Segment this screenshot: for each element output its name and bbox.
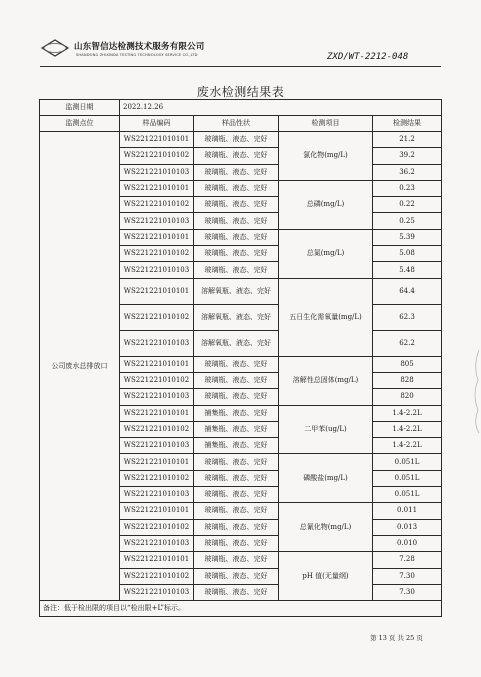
test-item: pH 值(无量纲) — [279, 552, 373, 601]
sample-state: 捕集瓶、液态、完好 — [194, 438, 279, 454]
test-result: 0.010 — [373, 535, 442, 551]
sample-state: 玻璃瓶、液态、完好 — [194, 262, 279, 278]
test-result: 36.2 — [373, 164, 442, 180]
page-title: 废水检测结果表 — [196, 85, 285, 99]
note-text: 备注：低于检出限的项目以“检出限+L”标示。 — [40, 601, 442, 617]
sample-code: WS221221010101 — [120, 229, 194, 245]
sample-code: WS221221010103 — [120, 584, 194, 600]
sample-code: WS221221010102 — [120, 246, 194, 262]
date-row — [40, 100, 442, 116]
test-result: 820 — [373, 389, 442, 405]
sample-state: 玻璃瓶、液态、完好 — [194, 487, 279, 503]
test-item: 五日生化需氧量(mg/L) — [279, 278, 373, 356]
sample-code: WS221221010101 — [120, 356, 194, 372]
test-result: 5.48 — [373, 262, 442, 278]
date-label: 监测日期 — [40, 100, 120, 116]
test-result: 0.22 — [373, 197, 442, 213]
test-result: 0.051L — [373, 487, 442, 503]
sample-code: WS221221010102 — [120, 372, 194, 388]
header-row — [40, 116, 442, 132]
col-header-state: 样品性状 — [194, 116, 279, 132]
test-result: 0.013 — [373, 519, 442, 535]
col-header-point: 监测点位 — [40, 116, 120, 132]
sample-code: WS221221010102 — [120, 197, 194, 213]
test-result: 1.4-2.2L — [373, 438, 442, 454]
sample-code: WS221221010101 — [120, 132, 194, 148]
sample-state: 玻璃瓶、液态、完好 — [194, 229, 279, 245]
test-result: 1.4-2.2L — [373, 405, 442, 421]
sample-state: 玻璃瓶、液态、完好 — [194, 584, 279, 600]
sample-state: 玻璃瓶、液态、完好 — [194, 389, 279, 405]
page-number: 第 13 页 共 25 页 — [370, 634, 423, 642]
sample-state: 玻璃瓶、液态、完好 — [194, 180, 279, 196]
test-result: 0.051L — [373, 454, 442, 470]
sample-code: WS221221010102 — [120, 568, 194, 584]
sample-code: WS221221010101 — [120, 454, 194, 470]
sample-code: WS221221010102 — [120, 148, 194, 164]
test-result: 0.23 — [373, 180, 442, 196]
sample-state: 溶解氧瓶、液态、完好 — [194, 330, 279, 356]
company-name-cn: 山东智信达检测技术服务有限公司 — [74, 42, 205, 52]
sample-state: 玻璃瓶、液态、完好 — [194, 568, 279, 584]
test-result: 64.4 — [373, 278, 442, 304]
test-result: 39.2 — [373, 148, 442, 164]
sample-code: WS221221010102 — [120, 470, 194, 486]
sample-code: WS221221010103 — [120, 262, 194, 278]
date-value: 2022.12.26 — [120, 100, 442, 116]
test-result: 5.39 — [373, 229, 442, 245]
test-item: 氯化物(mg/L) — [279, 132, 373, 181]
monitoring-point: 公司废水总排放口 — [40, 132, 120, 601]
col-header-result: 检测结果 — [373, 116, 442, 132]
test-item: 总磷(mg/L) — [279, 180, 373, 229]
sample-code: WS221221010103 — [120, 164, 194, 180]
sample-state: 玻璃瓶、液态、完好 — [194, 503, 279, 519]
sample-state: 玻璃瓶、液态、完好 — [194, 535, 279, 551]
test-item: 磷酸盐(mg/L) — [279, 454, 373, 503]
sample-code: WS221221010103 — [120, 438, 194, 454]
sample-state: 溶解氧瓶、液态、完好 — [194, 304, 279, 330]
sample-code: WS221221010101 — [120, 278, 194, 304]
sample-state: 捕集瓶、液态、完好 — [194, 421, 279, 437]
sample-state: 玻璃瓶、液态、完好 — [194, 132, 279, 148]
sample-state: 溶解氧瓶、液态、完好 — [194, 278, 279, 304]
test-result: 1.4-2.2L — [373, 421, 442, 437]
sample-state: 玻璃瓶、液态、完好 — [194, 552, 279, 568]
sample-state: 玻璃瓶、液态、完好 — [194, 148, 279, 164]
binding-mark — [469, 345, 481, 435]
test-result: 0.25 — [373, 213, 442, 229]
sample-code: WS221221010101 — [120, 552, 194, 568]
sample-state: 玻璃瓶、液态、完好 — [194, 372, 279, 388]
sample-code: WS221221010103 — [120, 213, 194, 229]
sample-code: WS221221010102 — [120, 519, 194, 535]
test-result: 7.30 — [373, 584, 442, 600]
test-result: 0.011 — [373, 503, 442, 519]
test-item: 总氰化物(mg/L) — [279, 503, 373, 552]
test-result: 21.2 — [373, 132, 442, 148]
sample-state: 玻璃瓶、液态、完好 — [194, 470, 279, 486]
note-row — [40, 601, 442, 617]
test-item: 溶解性总固体(mg/L) — [279, 356, 373, 405]
test-result: 7.30 — [373, 568, 442, 584]
sample-code: WS221221010101 — [120, 405, 194, 421]
company-name-en: SHANDONG ZHIXINDA TESTING TECHNOLOGY SERVICE CO.,LTD — [76, 53, 198, 57]
col-header-code: 样品编码 — [120, 116, 194, 132]
table-row — [40, 132, 442, 148]
test-result: 5.08 — [373, 246, 442, 262]
sample-state: 玻璃瓶、液态、完好 — [194, 213, 279, 229]
sample-code: WS221221010103 — [120, 487, 194, 503]
test-result: 7.28 — [373, 552, 442, 568]
sample-state: 玻璃瓶、液态、完好 — [194, 454, 279, 470]
report-number: ZXD/WT-2212-048 — [327, 52, 409, 62]
sample-state: 玻璃瓶、液态、完好 — [194, 164, 279, 180]
sample-state: 玻璃瓶、液态、完好 — [194, 246, 279, 262]
sample-state: 玻璃瓶、液态、完好 — [194, 519, 279, 535]
header-rule — [40, 66, 441, 67]
sample-code: WS221221010102 — [120, 304, 194, 330]
test-result: 0.051L — [373, 470, 442, 486]
sample-state: 捕集瓶、液态、完好 — [194, 405, 279, 421]
test-result: 62.3 — [373, 304, 442, 330]
sample-code: WS221221010103 — [120, 535, 194, 551]
sample-code: WS221221010101 — [120, 180, 194, 196]
sample-code: WS221221010101 — [120, 503, 194, 519]
sample-code: WS221221010103 — [120, 330, 194, 356]
test-item: 二甲苯(ug/L) — [279, 405, 373, 454]
test-result: 62.2 — [373, 330, 442, 356]
sample-code: WS221221010103 — [120, 389, 194, 405]
test-result: 805 — [373, 356, 442, 372]
sample-state: 玻璃瓶、液态、完好 — [194, 356, 279, 372]
sample-state: 玻璃瓶、液态、完好 — [194, 197, 279, 213]
results-table — [39, 99, 442, 617]
sample-code: WS221221010102 — [120, 421, 194, 437]
test-item: 总氮(mg/L) — [279, 229, 373, 278]
results-table-body — [40, 100, 442, 617]
test-result: 828 — [373, 372, 442, 388]
company-logo — [40, 38, 70, 58]
col-header-item: 检测项目 — [279, 116, 373, 132]
